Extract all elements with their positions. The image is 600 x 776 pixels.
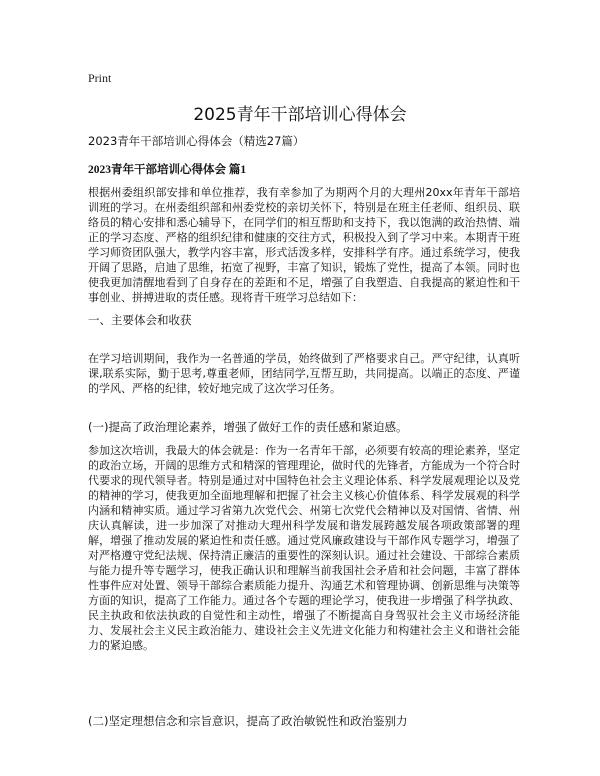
outline-heading-2: (一)提高了政治理论素养，增强了做好工作的责任感和紧迫感。 <box>88 420 408 434</box>
document-subtitle: 2023青年干部培训心得体会（精选27篇） <box>88 134 305 148</box>
intro-paragraph: 根据州委组织部安排和单位推荐，我有幸参加了为期两个月的大理州20xx年青年干部培训班的学习。在州委组织部和州委党校的亲切关怀下，特别是在班主任老师、组织员、联络员的精心安排和悉心辅导下，在同学们的相互帮助和支持下，我以饱满的政治热情、端正的学习态度、严格的组织纪律和健康的交往方式，积极投入到了学习中来。本期青干班学习师资团队强大，教学内容丰富，形式活泼多样，安排科学有序。通过系统学习，使我开阔了思路，启迪了思维，拓宽了视野，丰富了知识，锻炼了党性，提高了本领。同时也使我更加清醒地看到了自身存在的差距和不足，增强了自我塑造、自我提高的紧迫性和干事创业、拼搏进取的责任感。现将青干班学习总结如下： <box>88 186 520 304</box>
theory-paragraph: 参加这次培训，我最大的体会就是：作为一名青年干部，必须要有较高的理论素养，坚定的政治立场，开阔的思维方式和精深的管理理论，做时代的先锋者，方能成为一个符合时代要求的现代领导者。特别是通过对中国特色社会主义理论体系、科学发展观理论以及党的精神的学习，使我更加全面地理解和把握了社会主义核心价值体系、科学发展观的科学内涵和精神实质。通过学习省第九次党代会、州第七次党代会精神以及对国情、省情、州庆认真解读，进一步加深了对推动大理州科学发展和谐发展跨越发展各项政策部署的理解，增强了推动发展的紧迫性和责任感。通过党风廉政建设与干部作风专题学习，增强了对严格遵守党纪法规、保持清正廉洁的重要性的深刻认识。通过社会建设、干部综合素质与能力提升等专题学习，使我正确认识和理解当前我国社会矛盾和社会问题，丰富了群体性事件应对处置、领导干部综合素质能力提升、沟通艺术和管理协调、创新思维与决策等方面的知识，提高了工作能力。通过各个专题的理论学习，使我进一步增强了科学执政、民主执政和依法执政的自觉性和主动性，增强了不断提高自身驾驭社会主义市场经济能力、发展社会主义民主政治能力、建设社会主义先进文化能力和构建社会主义和谐社会能力的紧迫感。 <box>88 444 520 652</box>
document-title: 2025青年干部培训心得体会 <box>193 105 407 125</box>
study-paragraph: 在学习培训期间，我作为一名普通的学员，始终做到了严格要求自己。严守纪律，认真听课,联系实际，勤于思考,尊重老师，团结同学,互帮互助，共同提高。以端正的态度、严谨的学风、严格的纪律，较好地完成了这次学习任务。 <box>88 352 520 395</box>
section-heading: 2023青年干部培训心得体会 篇1 <box>88 164 247 176</box>
outline-heading-3: (二)坚定理想信念和宗旨意识，提高了政治敏锐性和政治鉴别力 <box>88 714 408 728</box>
print-link[interactable]: Print <box>88 71 112 85</box>
outline-heading-1: 一、主要体会和收获 <box>88 313 192 327</box>
